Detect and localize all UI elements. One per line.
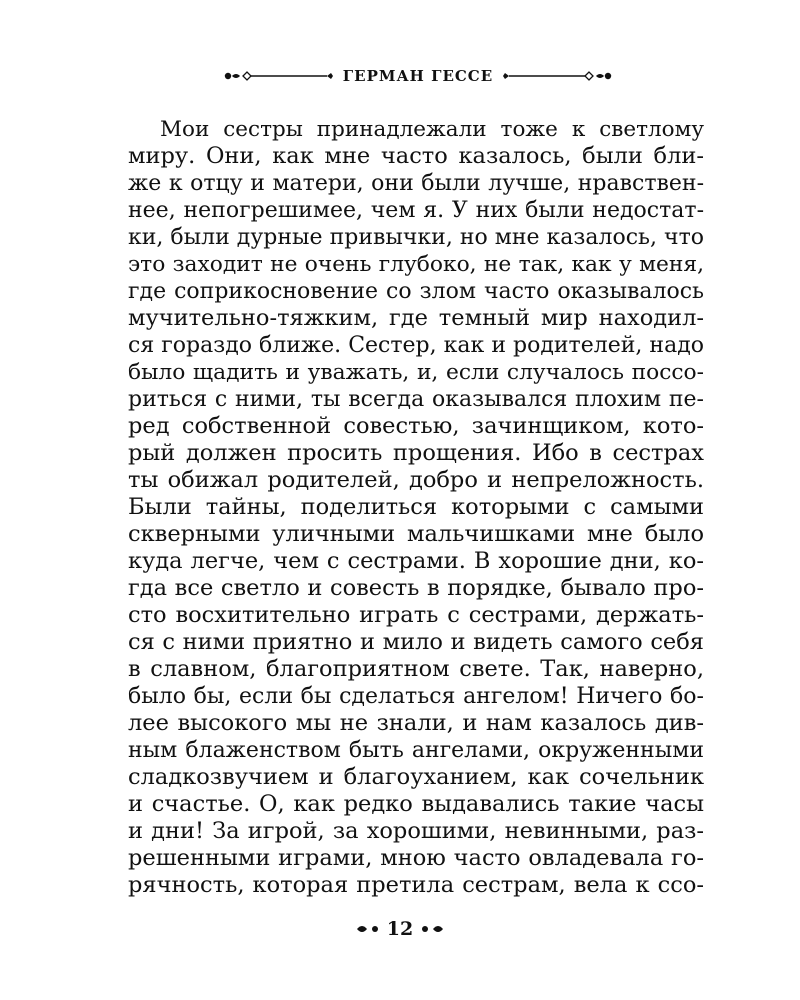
text-line: гда все светло и совесть в порядке, бывало про- (128, 575, 704, 601)
body-text (128, 116, 704, 899)
page-number: 12 (386, 918, 414, 940)
text-line: было бы, если бы сделаться ангелом! Ничего бо- (128, 684, 704, 709)
text-line: ты обижал родителей, добро и непреложность. (128, 467, 704, 493)
text-line: миру. Они, как мне часто казалось, были бли- (128, 143, 704, 169)
text-line: в славном, благоприятном свете. Так, наверно, (128, 656, 704, 682)
running-head-author: ГЕРМАН ГЕССЕ (342, 67, 494, 85)
right-page-ornament-icon (419, 923, 445, 935)
text-line: нее, непогрешимее, чем я. У них были недостат- (128, 198, 704, 223)
text-line: рячность, которая претила сестрам, вела к ссо- (128, 872, 704, 898)
text-line: Были тайны, поделиться которыми с самыми (128, 494, 704, 520)
right-ornament-icon (501, 69, 613, 83)
text-line: рый должен просить прощения. Ибо в сестрах (128, 440, 704, 466)
text-line: и счастье. О, как редко выдавались такие часы (128, 791, 704, 817)
text-line: ным блаженством быть ангелами, окруженными (128, 738, 704, 763)
text-line: было щадить и уважать, и, если случалось поссо- (128, 360, 704, 385)
text-line: сто восхитительно играть с сестрами, держать- (128, 602, 704, 628)
text-line: мучительно-тяжким, где темный мир находил- (128, 305, 704, 331)
text-line: Мои сестры принадлежали тоже к светлому (160, 117, 704, 142)
text-line: ся с ними приятно и мило и видеть самого себя (128, 629, 704, 655)
text-line: лее высокого мы не знали, и нам казалось див- (128, 710, 704, 736)
text-line: это заходит не очень глубоко, не так, как у меня, (128, 252, 704, 277)
text-line: ред собственной совестью, зачинщиком, кото- (128, 413, 704, 439)
text-line: риться с ними, ты всегда оказывался плохим пе- (128, 387, 704, 412)
left-ornament-icon (223, 69, 335, 83)
text-line: и дни! За игрой, за хорошими, невинными, раз- (128, 818, 704, 844)
left-page-ornament-icon (355, 923, 381, 935)
text-line: же к отцу и матери, они были лучше, нравствен- (128, 171, 704, 196)
text-line: решенными играми, мною часто овладевала го- (128, 845, 704, 871)
text-line: сладкозвучием и благоуханием, как сочельник (128, 764, 704, 790)
text-line: ки, были дурные привычки, но мне казалось, что (128, 225, 704, 250)
text-line: скверными уличными мальчишками мне было (128, 521, 704, 547)
page-footer (0, 914, 800, 944)
text-line: где соприкосновение со злом часто оказывалось (128, 279, 704, 304)
running-header (218, 64, 618, 88)
text-line: куда легче, чем с сестрами. В хорошие дни, ко- (128, 548, 704, 574)
text-line: ся гораздо ближе. Сестер, как и родителей, надо (128, 333, 704, 358)
